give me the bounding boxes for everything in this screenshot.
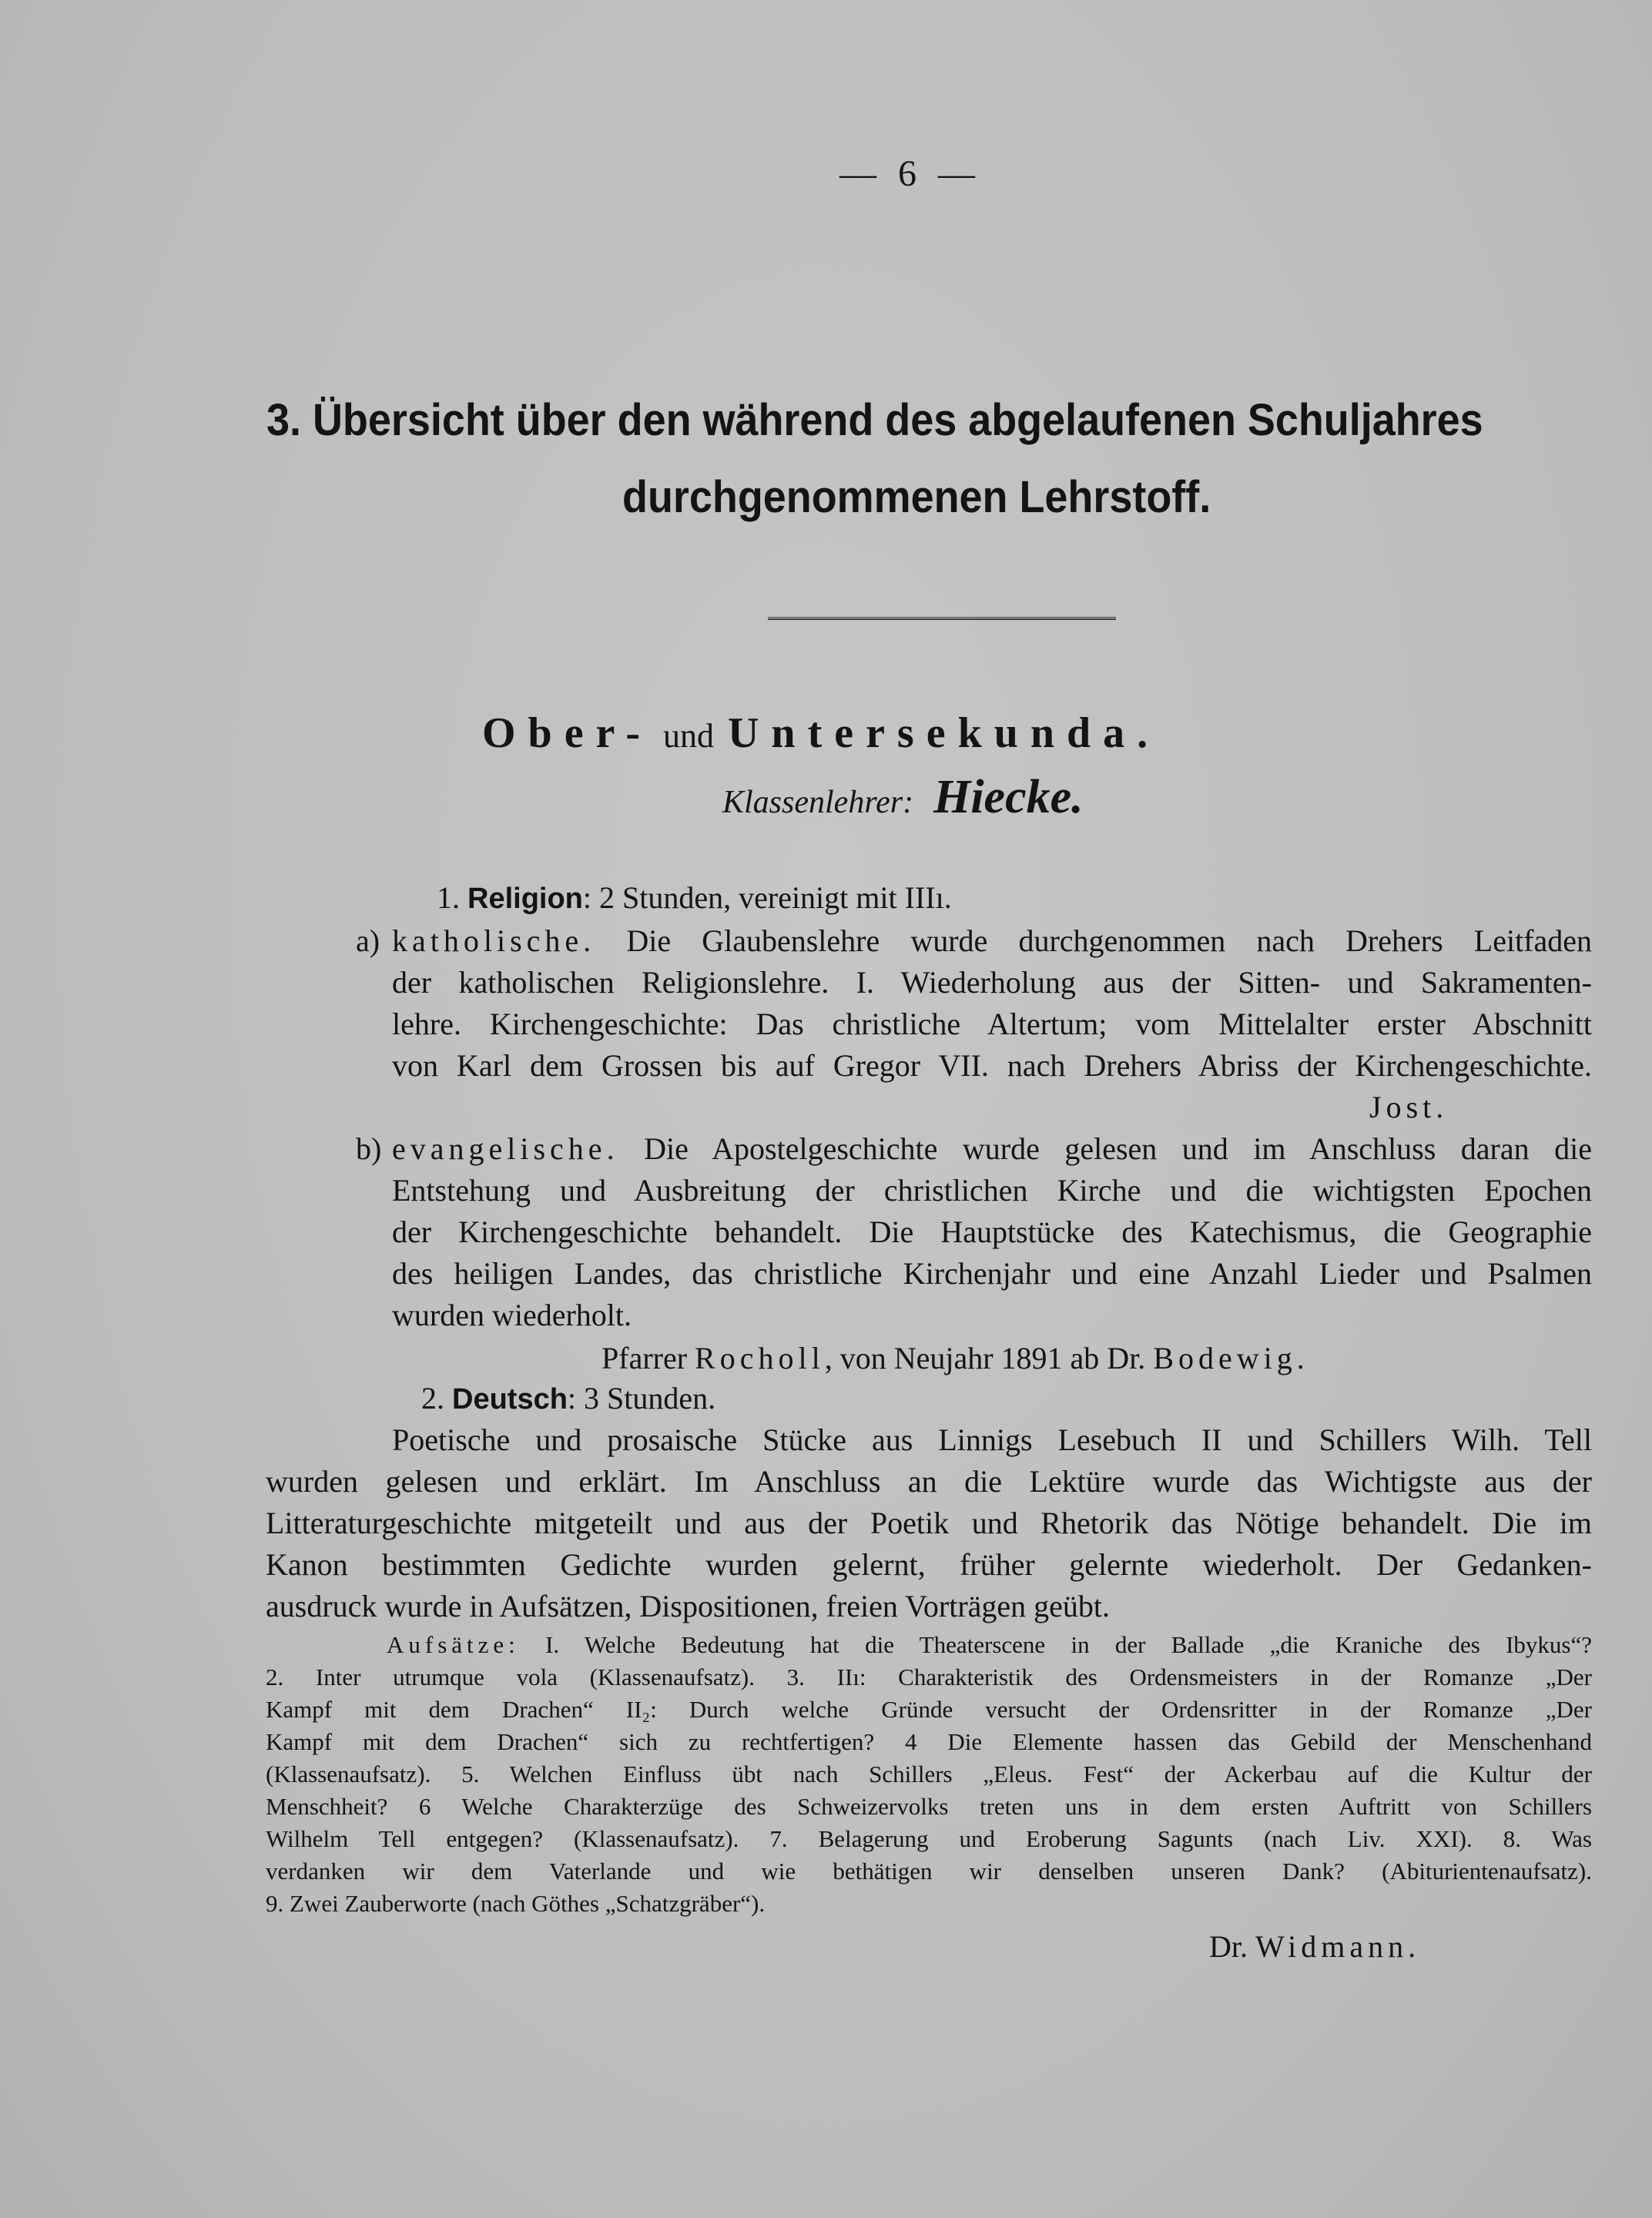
religion-b-label: evangelische. [392,1131,619,1166]
class-teacher-label: Klassenlehrer: [722,785,914,820]
double-rule-divider [768,617,1116,620]
deutsch-teacher-line [1209,1928,1420,1965]
deutsch-number: 2. [421,1381,444,1416]
deutsch-line: Kanon bestimmten Gedichte wurden gelernt, früher gelernte wiederholt. Der Gedanken- [266,1547,1592,1582]
deutsch-teacher-prefix: Dr. [1209,1929,1248,1964]
class-heading [482,709,1160,758]
religion-b-teacher-name-2: Bodewig. [1153,1341,1309,1375]
religion-heading-line [437,879,952,916]
religion-a-label: katholische. [392,923,596,958]
essays-first-line [387,1631,1592,1659]
essays-line: 2. Inter utrumque vola (Klassenaufsatz). 3. IIı: Charakteristik des Ordensmeisters in der Romanze „Der [266,1664,1592,1690]
religion-b-teacher-prefix: Pfarrer [601,1341,688,1375]
deutsch-heading: Deutsch [452,1383,568,1416]
essays-label: Aufsätze: [387,1631,520,1658]
essays-last-line: 9. Zwei Zauberworte (nach Göthes „Schatzgräber“). [266,1890,766,1917]
deutsch-teacher-name: Widmann. [1255,1929,1421,1964]
deutsch-line: ausdruck wurde in Aufsätzen, Dispositionen, freien Vorträgen geübt. [266,1589,1111,1623]
page-number: — 6 — [839,153,981,194]
religion-b-teacher-name: Rocholl [695,1341,825,1375]
essays-line: Kampf mit dem Drachen“ II₂: Durch welche Gründe versucht der Ordensritter in der Romanze „Der [266,1696,1592,1723]
religion-number: 1. [437,880,460,915]
religion-a-line: der katholischen Religionslehre. I. Wiederholung aus der Sitten- und Sakramenten- [392,965,1592,1000]
class-connector: und [662,717,714,755]
religion-b-marker: b) [356,1131,382,1166]
religion-b-line: der Kirchengeschichte behandelt. Die Hauptstücke des Katechismus, die Geographie [392,1215,1592,1249]
deutsch-heading-line [421,1380,715,1416]
deutsch-line: wurden gelesen und erklärt. Im Anschluss an die Lektüre wurde das Wichtigste aus der [266,1464,1592,1499]
deutsch-line: Litteraturgeschichte mitgeteilt und aus der Poetik und Rhetorik das Nötige behandelt. Die im [266,1506,1592,1540]
deutsch-hours: : 3 Stunden. [567,1381,716,1416]
religion-b-line [392,1131,1592,1167]
religion-b-line: des heiligen Landes, das christliche Kirchenjahr und eine Anzahl Lieder und Psalmen [392,1256,1592,1291]
class-teacher-line [722,770,1084,825]
religion-a-line: lehre. Kirchengeschichte: Das christliche Altertum; vom Mittelalter erster Abschnitt [392,1007,1592,1041]
section-title-line-1: 3. Übersicht über den während des abgelaufenen Schuljahres [266,395,1483,445]
essays-line: Wilhelm Tell entgegen? (Klassenaufsatz). 7. Belagerung und Eroberung Sagunts (nach Liv. XXI). 8. Was [266,1825,1592,1852]
religion-b-line: wurden wiederholt. [392,1298,632,1332]
class-teacher-name: Hiecke. [933,771,1084,823]
religion-b-text: Die Apostelgeschichte wurde gelesen und im Anschluss daran die [644,1131,1593,1166]
religion-heading: Religion [467,883,583,915]
essays-text: I. Welche Bedeutung hat die Theaterscene in der Ballade „die Kraniche des Ibykus“? [545,1631,1592,1658]
deutsch-line: Poetische und prosaische Stücke aus Linnigs Lesebuch II und Schillers Wilh. Tell [392,1422,1592,1457]
religion-a-line: von Karl dem Grossen bis auf Gregor VII. nach Drehers Abriss der Kirchengeschichte. [392,1048,1592,1083]
essays-line: Kampf mit dem Drachen“ sich zu rechtfertigen? 4 Die Elemente hassen das Gebild der Menschenhand [266,1728,1592,1755]
religion-a-text: Die Glaubenslehre wurde durchgenommen nach Drehers Leitfaden [626,923,1593,958]
religion-b-teacher-mid: , von Neujahr 1891 ab Dr. [824,1341,1146,1375]
religion-b-teacher-line [601,1340,1309,1376]
essays-line: verdanken wir dem Vaterlande und wie bethätigen wir denselben unseren Dank? (Abiturientenaufsatz). [266,1858,1592,1885]
religion-a-marker: a) [356,923,380,958]
religion-a-teacher: Jost. [1369,1090,1449,1124]
essays-line: (Klassenaufsatz). 5. Welchen Einfluss übt nach Schillers „Eleus. Fest“ der Ackerbau auf die Kultur der [266,1761,1592,1787]
religion-a-line [392,923,1592,959]
class-name-part-1: Ober- [482,709,652,757]
class-name-part-2: Untersekunda. [727,709,1161,757]
religion-b-line: Entstehung und Ausbreitung der christlichen Kirche und die wichtigsten Epochen [392,1173,1592,1208]
religion-hours: : 2 Stunden, vereinigt mit IIIı. [582,880,952,915]
essays-line: Menschheit? 6 Welche Charakterzüge des Schweizervolks treten uns in dem ersten Auftritt von Schillers [266,1793,1592,1820]
section-title-line-2: durchgenommenen Lehrstoff. [622,472,1211,522]
